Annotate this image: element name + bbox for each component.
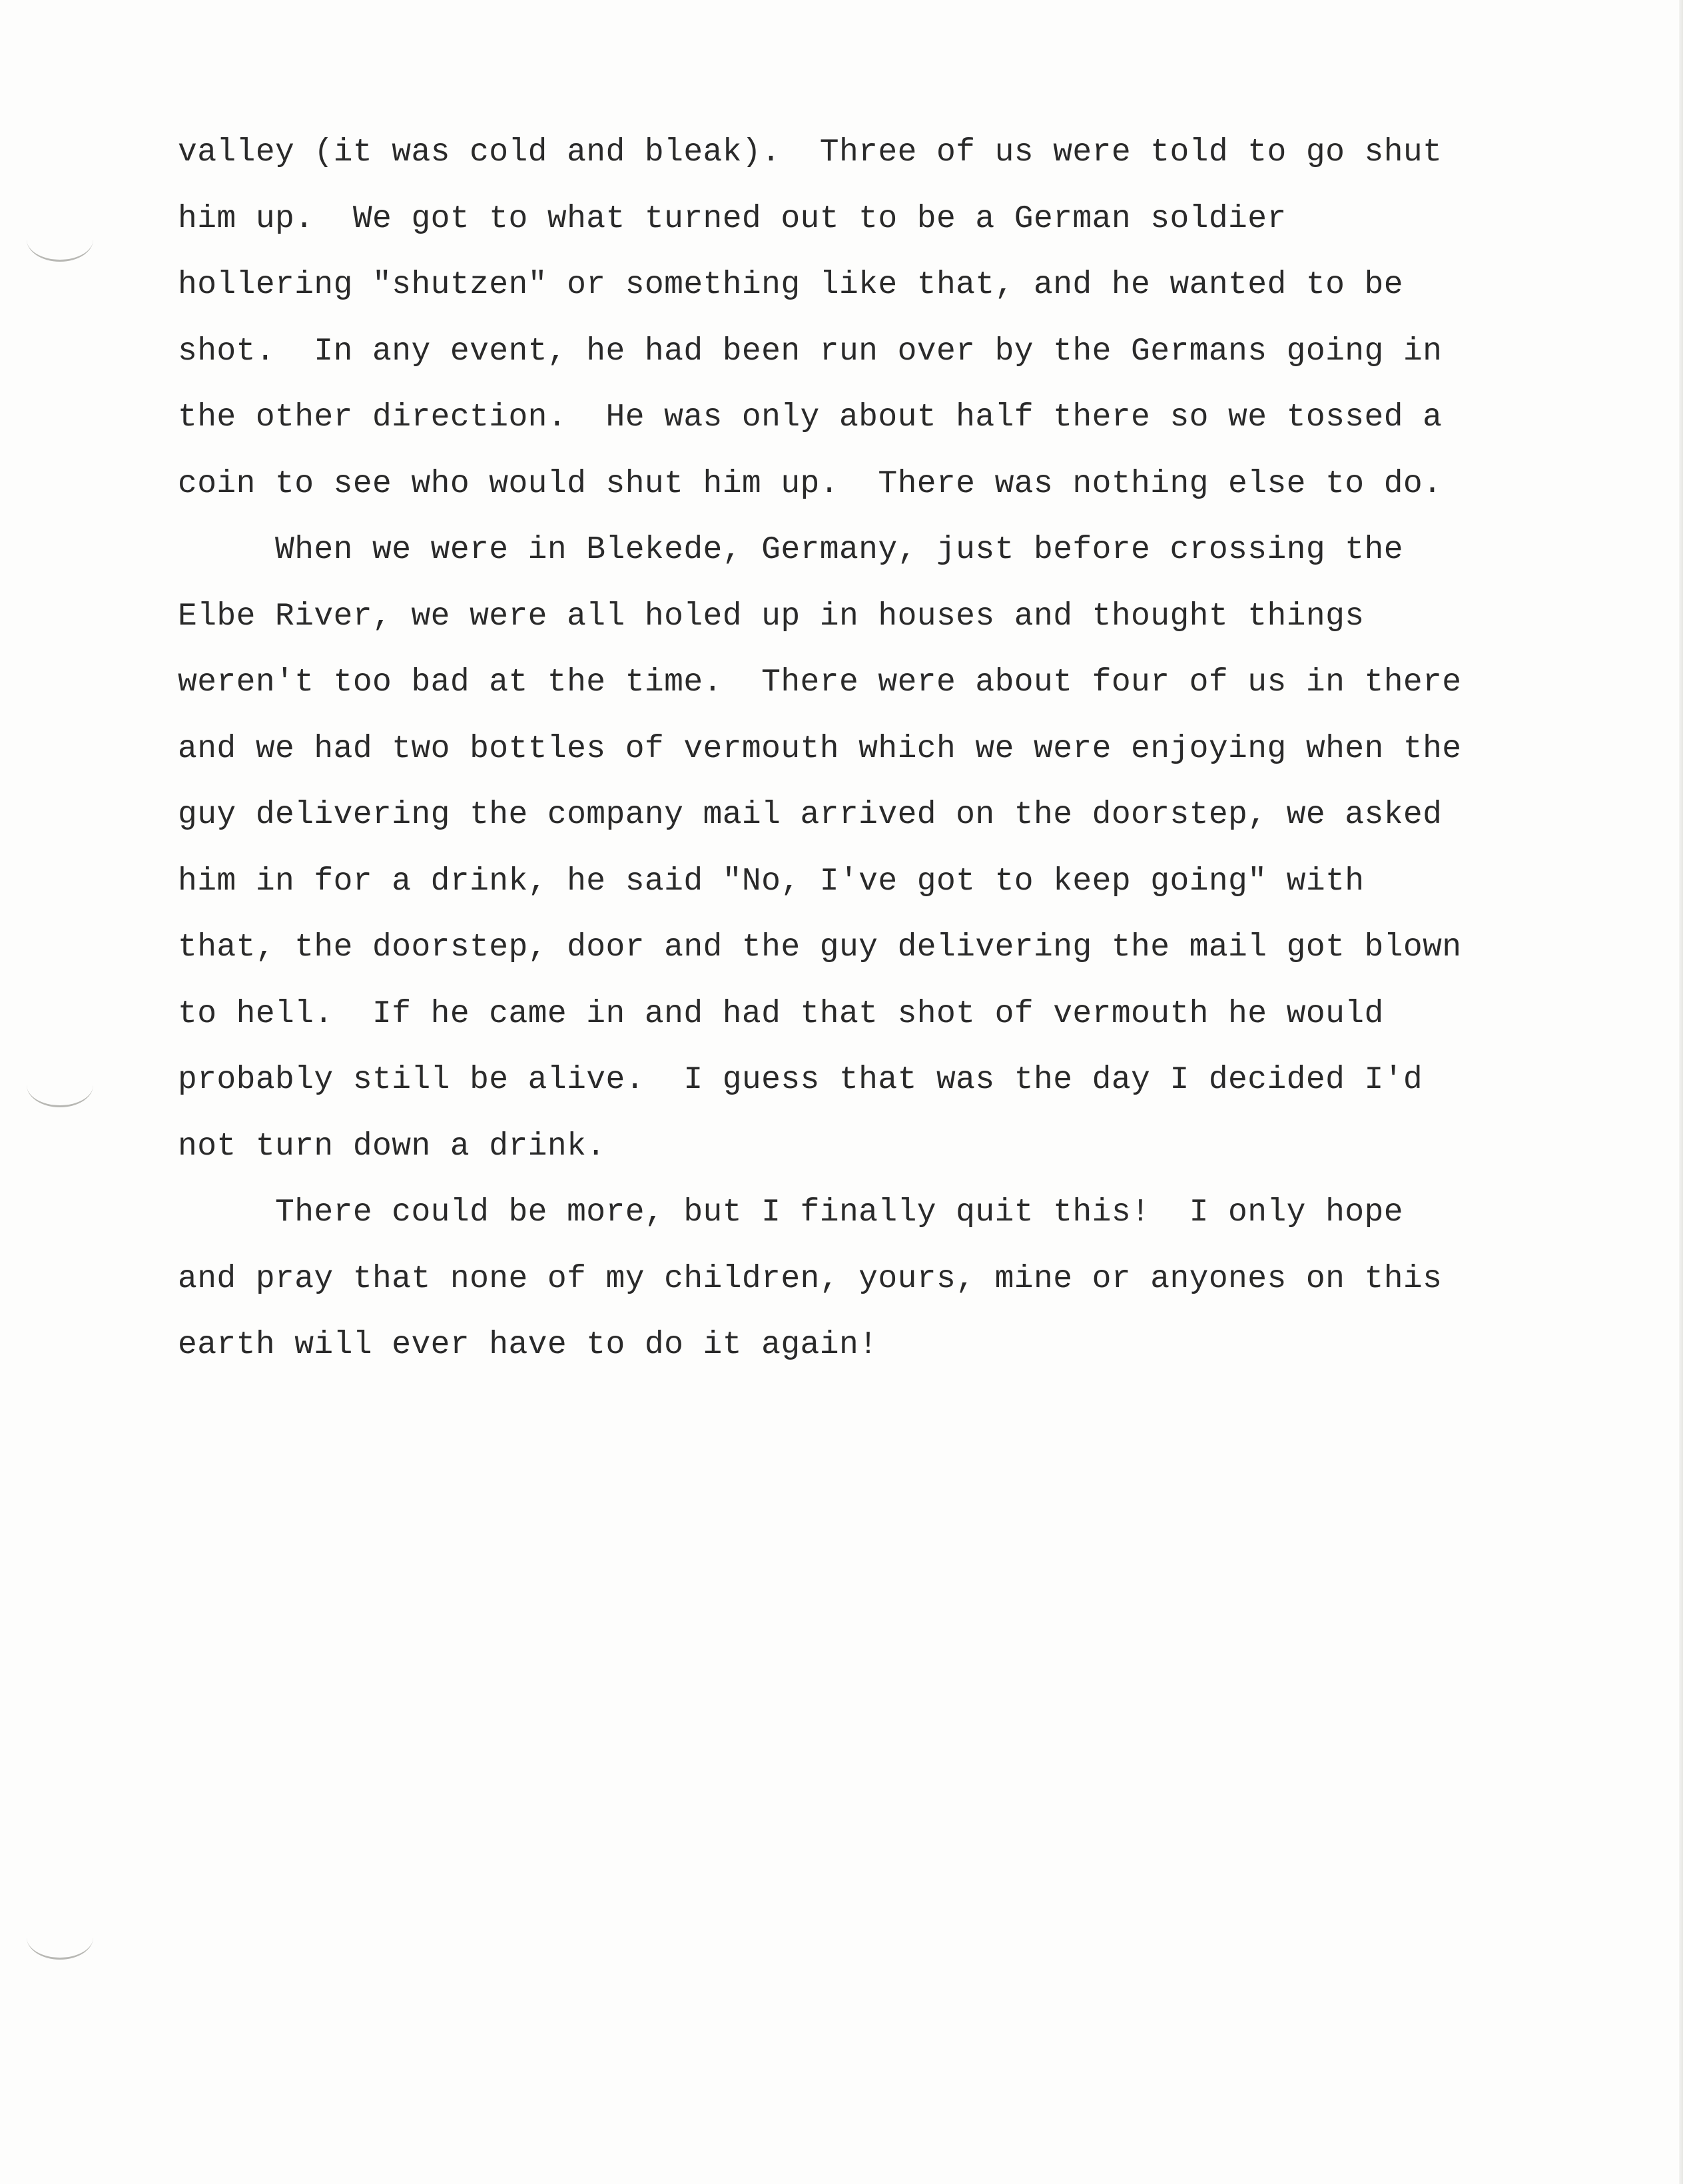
text-line: When we were in Blekede, Germany, just before crossing the xyxy=(178,532,1403,568)
text-line: that, the doorstep, door and the guy delivering the mail got blown xyxy=(178,930,1462,965)
punch-hole-mark xyxy=(27,1059,93,1107)
text-line: him in for a drink, he said "No, I've got to keep going" with xyxy=(178,863,1365,900)
text-line: shot. In any event, he had been run over by the Germans going in xyxy=(178,333,1443,370)
text-line: and pray that none of my children, yours, mine or anyones on this xyxy=(178,1260,1443,1297)
text-line: hollering "shutzen" or something like that, and he wanted to be xyxy=(178,267,1403,303)
page-edge-shadow xyxy=(1679,0,1683,2184)
text-line: the other direction. He was only about half there so we tossed a xyxy=(178,400,1443,435)
text-line: him up. We got to what turned out to be a German soldier xyxy=(178,200,1287,237)
text-line: to hell. If he came in and had that shot of vermouth he would xyxy=(178,995,1384,1032)
punch-hole-mark xyxy=(27,1911,93,1960)
text-line: coin to see who would shut him up. There was nothing else to do. xyxy=(178,465,1443,502)
text-line: valley (it was cold and bleak). Three of us were told to go shut xyxy=(178,135,1443,170)
text-line: There could be more, but I finally quit this! I only hope xyxy=(178,1195,1403,1230)
typed-text-body xyxy=(178,120,1550,1379)
text-line: probably still be alive. I guess that was the day I decided I'd xyxy=(178,1062,1423,1098)
text-line: and we had two bottles of vermouth which we were enjoying when the xyxy=(178,730,1462,767)
text-line: Elbe River, we were all holed up in houses and thought things xyxy=(178,598,1365,635)
punch-hole-mark xyxy=(27,213,93,262)
text-line: guy delivering the company mail arrived on the doorstep, we asked xyxy=(178,797,1443,833)
text-line: earth will ever have to do it again! xyxy=(178,1327,878,1363)
text-line: not turn down a drink. xyxy=(178,1128,606,1165)
text-line: weren't too bad at the time. There were about four of us in there xyxy=(178,665,1462,700)
